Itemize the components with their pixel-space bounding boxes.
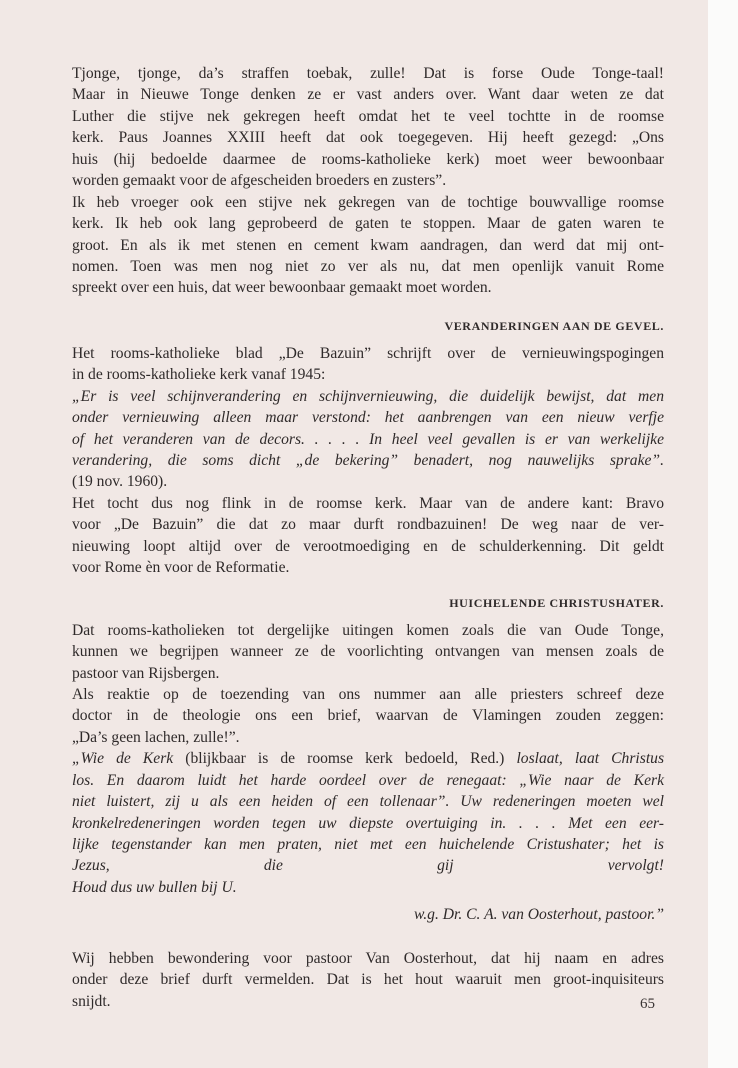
text-run: Maar in Nieuwe Tonge denken ze er vast anders over. Want daar weten ze dat [72, 86, 664, 104]
text-run: nieuwing loopt altijd over de verootmoediging en de schulderkenning. Dit geldt [72, 537, 664, 555]
text-line [72, 364, 664, 385]
text-line [72, 791, 664, 812]
text-line [72, 813, 664, 834]
italic-text: Houd dus uw bullen bij U. [72, 878, 237, 896]
text-run: nomen. Toen was men nog niet zo ver als nu, dat men openlijk vanuit Rome [72, 257, 664, 275]
page-body [72, 63, 664, 1012]
italic-text: onder vernieuwing alleen maar verstond: het aanbrengen van een nieuw verfje [72, 409, 664, 427]
italic-text: of het veranderen van de decors. . . . . In heel veel gevallen is er van werkelijke [72, 430, 664, 448]
section-heading: HUICHELENDE CHRISTUSHATER. [449, 595, 664, 610]
text-run: groot. En als ik met stenen en cement kwam aandragen, dan werd dat mij ont- [72, 236, 664, 254]
text-run: voor „De Bazuin” die dat zo maar durft rondbazuinen! De weg naar de ver- [72, 516, 664, 534]
text-line [72, 235, 664, 256]
text-line [72, 471, 664, 492]
text-run: spreekt over een huis, dat weer bewoonbaar gemaakt moet worden. [72, 279, 492, 297]
text-line [72, 170, 664, 191]
text-line [72, 770, 664, 791]
text-run: Het tocht dus nog flink in de roomse kerk. Maar van de andere kant: Bravo [72, 494, 664, 512]
text-line [72, 855, 664, 876]
text-run: worden gemaakt voor de afgescheiden broeders en zusters”. [72, 172, 447, 190]
text-line [72, 213, 664, 234]
text-run: kunnen we begrijpen wanneer ze de voorlichting ontvangen van mensen zoals de [72, 643, 664, 661]
text-line [72, 106, 664, 127]
text-line [72, 149, 664, 170]
text-line [72, 514, 664, 535]
text-line [72, 748, 664, 769]
text-line [72, 557, 664, 578]
text-line [72, 256, 664, 277]
italic-text: loslaat, laat Christus [516, 750, 665, 768]
text-line [72, 727, 664, 748]
text-line [72, 663, 664, 684]
text-line [72, 84, 664, 105]
italic-text: los. En daarom luidt het harde oordeel over de renegaat: „Wie naar de Kerk [72, 771, 664, 789]
text-line [72, 192, 664, 213]
italic-text: „Er is veel schijnverandering en schijnvernieuwing, die duidelijk bewijst, dat men [72, 387, 664, 405]
text-run: doctor in de theologie ons een brief, waarvan de Vlamingen zouden zeggen: [72, 707, 664, 725]
text-line [72, 127, 664, 148]
text-run: (19 nov. 1960). [72, 473, 168, 491]
text-run: onder deze brief durft vermelden. Dat is het hout waaruit men groot-inquisiteurs [72, 971, 664, 989]
paragraph [72, 63, 664, 299]
text-line [72, 407, 664, 428]
paragraph [72, 620, 664, 899]
text-run: Als reaktie op de toezending van ons nummer aan alle priesters schreef deze [72, 685, 664, 703]
text-line [72, 705, 664, 726]
italic-text: verandering, die soms dicht „de bekering” benadert, nog nauwelijks sprake”. [72, 452, 664, 469]
text-run: in de rooms-katholieke kerk vanaf 1945: [72, 366, 326, 384]
text-line [72, 834, 664, 855]
text-run: Ik heb vroeger ook een stijve nek gekregen van de tochtige bouwvallige roomse [72, 193, 664, 211]
italic-text: kronkelredeneringen worden tegen uw diepste overtuiging in. . . . Met een eer- [72, 814, 664, 832]
text-run: Dat rooms-katholieken tot dergelijke uitingen komen zoals die van Oude Tonge, [72, 621, 664, 639]
text-run: voor Rome èn voor de Reformatie. [72, 559, 290, 577]
text-line [72, 343, 664, 364]
text-line [72, 948, 664, 969]
section-heading: VERANDERINGEN AAN DE GEVEL. [444, 318, 664, 333]
text-run: Het rooms-katholieke blad „De Bazuin” schrijft over de vernieuwingspogingen [72, 344, 664, 362]
italic-text: Jezus, die gij vervolgt! [72, 857, 664, 875]
text-line [72, 536, 664, 557]
text-run: Wij hebben bewondering voor pastoor Van Oosterhout, dat hij naam en adres [72, 949, 664, 967]
text-line [72, 450, 664, 471]
text-line [72, 63, 664, 84]
text-run: kerk. Paus Joannes XXIII heeft dat ook toegegeven. Hij heeft gezegd: „Ons [72, 129, 664, 147]
text-line [72, 493, 664, 514]
italic-text: „Wie de Kerk [72, 750, 186, 768]
text-line [72, 386, 664, 407]
text-run: Luther die stijve nek gekregen heeft omdat het te veel tochtte in de roomse [72, 107, 664, 125]
text-line [72, 429, 664, 450]
text-run: „Da’s geen lachen, zulle!”. [72, 728, 240, 746]
text-line [72, 991, 664, 1012]
paragraph [72, 343, 664, 579]
text-run: huis (hij bedoelde daarmee de rooms-katholieke kerk) moet weer bewoonbaar [72, 150, 664, 168]
text-line [72, 969, 664, 990]
text-run: kerk. Ik heb ook lang geprobeerd de gaten te stoppen. Maar de gaten waren te [72, 215, 664, 233]
text-line [72, 684, 664, 705]
paragraph [72, 948, 664, 1012]
page-number: 65 [640, 996, 655, 1012]
italic-text: lijke tegenstander kan men praten, niet met een huichelende Cristushater; het is [72, 836, 664, 853]
text-run: pastoor van Rijsbergen. [72, 664, 220, 682]
text-run: snijdt. [72, 992, 111, 1010]
text-run: (blijkbaar is de roomse kerk bedoeld, Red.) [185, 750, 517, 768]
text-line [72, 641, 664, 662]
text-line [72, 277, 664, 298]
italic-text: niet luistert, zij u als een heiden of een tollenaar”. Uw redeneringen moeten wel [72, 793, 664, 811]
letter-signature: w.g. Dr. C. A. van Oosterhout, pastoor.” [414, 906, 664, 924]
text-line [72, 877, 664, 898]
text-line [72, 620, 664, 641]
text-run: Tjonge, tjonge, da’s straffen toebak, zulle! Dat is forse Oude Tonge-taal! [72, 65, 664, 82]
